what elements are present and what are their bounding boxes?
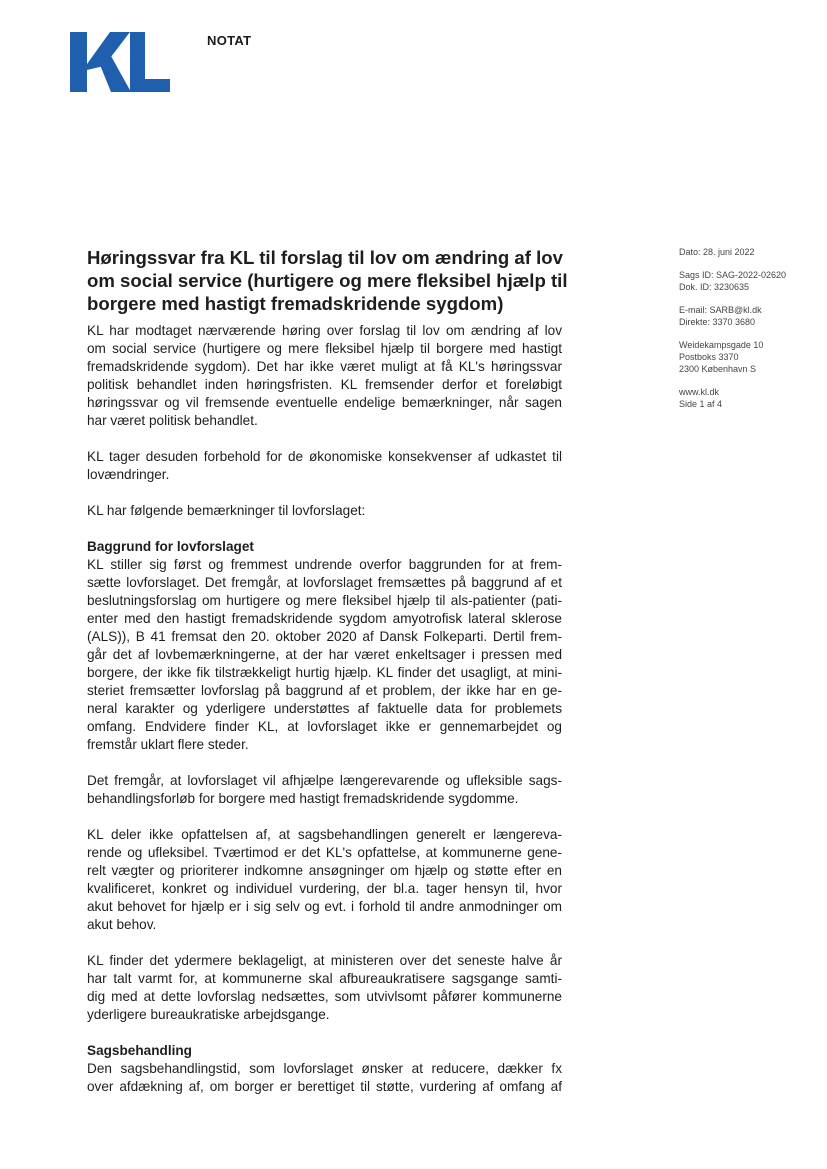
- meta-direkte: Direkte: 3370 3680: [679, 317, 756, 327]
- title-line: om social service (hurtigere og mere fleksibel hjælp til: [87, 270, 568, 291]
- text-line: borgere, der ikke fik tilstrækkeligt hurtig hjælp. KL finder det usagligt, at mini-: [87, 665, 562, 680]
- paragraph-background: [87, 556, 562, 754]
- text-line: yderligere bureaukratiske arbejdsgange.: [87, 1007, 330, 1022]
- meta-address-line: Weidekampsgade 10: [679, 340, 764, 350]
- document-type-label: NOTAT: [207, 33, 252, 48]
- text-line: går det af lovbemærkningerne, at der har været enkeltsager i pressen med: [87, 647, 562, 662]
- meta-page-number: Side 1 af 4: [679, 399, 723, 409]
- title-line: borgere med hastigt fremadskridende sygdom): [87, 293, 504, 314]
- text-line: beslutningsforslag om hurtigere og mere fleksibel hjælp til als-patienter (pati-: [87, 593, 562, 608]
- text-line: har talt varmt for, at kommunerne skal afbureaukratisere sagsgange samti-: [87, 971, 562, 986]
- text-line: har været politisk behandlet.: [87, 413, 258, 428]
- meta-date-group: [679, 246, 824, 258]
- text-line: Den sagsbehandlingstid, som lovforslaget ønsker at reducere, dækker fx: [87, 1061, 562, 1076]
- text-line: KL har følgende bemærkninger til lovforslaget:: [87, 503, 366, 518]
- text-line: KL har modtaget nærværende høring over forslag til lov om ændring af lov: [87, 323, 562, 338]
- text-line: kvalificeret, konkret og individuel vurdering, der bl.a. tager hensyn til, hvor: [87, 881, 562, 896]
- text-line: behandlingsforløb for borgere med hastigt fremadskridende sygdomme.: [87, 791, 519, 806]
- section-heading-casework: Sagsbehandling: [87, 1043, 192, 1058]
- meta-address-group: [679, 339, 824, 375]
- meta-contact-group: [679, 304, 824, 328]
- kl-logo: [70, 32, 170, 92]
- text-line: om social service (hurtigere og mere fleksibel hjælp til borgere med hastigt: [87, 341, 562, 356]
- paragraph-remarks-intro: [87, 502, 562, 520]
- meta-dok-id: Dok. ID: 3230635: [679, 282, 750, 292]
- text-line: omfang. Endvidere finder KL, at lovforslaget ikke er gennemarbejdet og: [87, 719, 562, 734]
- meta-website: www.kl.dk: [679, 387, 720, 397]
- text-line: fremadskridende sygdom). Det har ikke været muligt at få KL's høringssvar: [87, 359, 562, 374]
- text-line: KL stiller sig først og fremmest undrende overfor baggrunden for at frem-: [87, 557, 562, 572]
- meta-address-line: Postboks 3370: [679, 352, 739, 362]
- text-line: fremstår uklart flere steder.: [87, 737, 249, 752]
- text-line: dig med at dette lovforslag nedsættes, som utvivlsomt påfører kommunerne: [87, 989, 562, 1004]
- paragraph-bureaucracy: [87, 952, 562, 1024]
- text-line: enter med den hastigt fremadskridende sygdom amyotrofisk lateral sklerose: [87, 611, 562, 626]
- text-line: KL deler ikke opfattelsen af, at sagsbehandlingen generelt er længereva-: [87, 827, 562, 842]
- meta-address-line: 2300 København S: [679, 364, 757, 374]
- paragraph-disagreement: [87, 826, 562, 934]
- paragraph-reservation: [87, 448, 562, 484]
- meta-email: E-mail: SARB@kl.dk: [679, 305, 762, 315]
- text-line: sætte lovforslaget. Det fremgår, at lovforslaget fremsættes på baggrund af et: [87, 575, 562, 590]
- text-line: rende og ufleksibel. Tværtimod er det KL's opfattelse, at kommunerne gene-: [87, 845, 562, 860]
- meta-web-group: [679, 386, 824, 410]
- text-line: Det fremgår, at lovforslaget vil afhjælpe længerevarende og ufleksible sags-: [87, 773, 562, 788]
- text-line: (ALS)), B 41 fremsat den 20. oktober 2020 af Dansk Folkeparti. Dertil frem-: [87, 629, 562, 644]
- text-line: KL tager desuden forbehold for de økonomiske konsekvenser af udkastet til: [87, 449, 562, 464]
- text-line: KL finder det ydermere beklageligt, at ministeren over det seneste halve år: [87, 953, 562, 968]
- document-metadata: [679, 246, 824, 421]
- text-line: lovændringer.: [87, 467, 170, 482]
- meta-ids-group: [679, 269, 824, 293]
- text-line: neral karakter og yderligere understøttes af faktuelle data for problemets: [87, 701, 562, 716]
- text-line: akut behovet for hjælp er i sig selv og evt. i forhold til andre anmodninger om: [87, 899, 562, 914]
- text-line: steriet fremsætter lovforslag på baggrund af et problem, der ikke har en ge-: [87, 683, 562, 698]
- text-line: politisk behandlet inden høringsfristen. KL fremsender derfor et foreløbigt: [87, 377, 562, 392]
- paragraph-intro: [87, 322, 562, 430]
- text-line: relt vægter og prioriterer indkomne ansøgninger om hjælp og støtte efter en: [87, 863, 562, 878]
- title-line: Høringssvar fra KL til forslag til lov om ændring af lov: [87, 247, 563, 268]
- text-line: høringssvar og vil fremsende eventuelle endelige bemærkninger, når sagen: [87, 395, 562, 410]
- text-line: akut behov.: [87, 917, 157, 932]
- document-title: [87, 246, 577, 315]
- document-body: [87, 322, 562, 1114]
- meta-sags-id: Sags ID: SAG-2022-02620: [679, 270, 787, 280]
- meta-date: Dato: 28. juni 2022: [679, 247, 755, 257]
- section-heading-background: Baggrund for lovforslaget: [87, 539, 254, 554]
- kl-logo-mark: [70, 32, 170, 92]
- paragraph-casework: [87, 1060, 562, 1096]
- paragraph-purpose: [87, 772, 562, 808]
- text-line: over afdækning af, om borger er berettiget til støtte, vurdering af omfang af: [87, 1079, 562, 1094]
